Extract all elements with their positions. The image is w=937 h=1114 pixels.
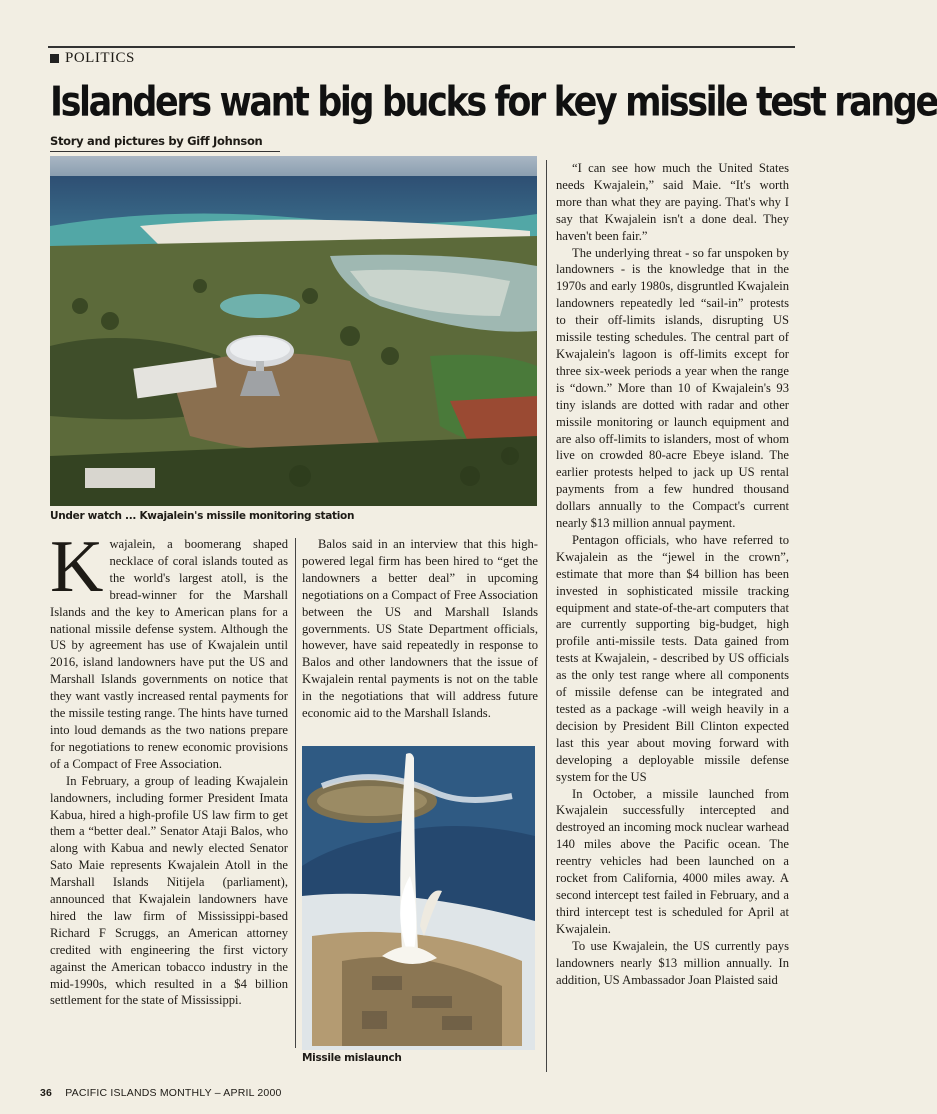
drop-cap: K bbox=[50, 526, 104, 608]
column-divider-1 bbox=[295, 538, 296, 1048]
missile-photo-caption: Missile mislaunch bbox=[302, 1052, 402, 1064]
kwajalein-aerial-photo bbox=[50, 156, 537, 506]
page-footer bbox=[40, 1087, 282, 1099]
publication-name: PACIFIC ISLANDS MONTHLY – APRIL 2000 bbox=[65, 1087, 282, 1099]
section-name: POLITICS bbox=[65, 50, 135, 66]
byline-rule bbox=[50, 151, 280, 152]
article-column-3 bbox=[556, 160, 789, 988]
article-paragraph: In October, a missile launched from Kwajalein successfully intercepted and destroyed an incoming mock nuclear warhead 140 miles above the Pacific ocean. The reentry vehicles had been launched on a rocket from California, 4000 miles away. A second intercept test failed in February, and a third intercept test is scheduled for April at Kwajalein. bbox=[556, 786, 789, 936]
article-paragraph: Pentagon officials, who have referred to Kwajalein as the “jewel in the crown”, estimate that more than $4 billion has been invested in sophisticated missile tracking equipment and state-of-the-art computers that are currently supporting big-budget, high profile anti-missile tests. Data gained from tests at Kwajalein, - described by US officials as the only test range where all components of missile defense can be integrated and tested as a package -will weigh heavily in a decision by President Bill Clinton expected last this year about moving forward with developing a deployable missile defense system for the US bbox=[556, 532, 789, 784]
column-divider-2 bbox=[546, 160, 547, 1072]
article-paragraph bbox=[50, 526, 288, 773]
page-number: 36 bbox=[40, 1087, 53, 1099]
article-paragraph: Balos said in an interview that this high-powered legal firm has been hired to “get the landowners a better deal” in upcoming negotiations on a Compact of Free Association between the US and Marshall Islands governments. US State Department officials, however, have said repeatedly in response to Balos and other landowners that the issue of Kwajalein rental payments is not on the table in the negotiations that will address future economic aid to the Marshall Islands. bbox=[302, 537, 538, 721]
missile-launch-photo bbox=[302, 746, 535, 1050]
main-photo-caption: Under watch ... Kwajalein's missile monitoring station bbox=[50, 510, 355, 522]
article-column-2 bbox=[302, 536, 538, 722]
section-square-icon bbox=[50, 54, 59, 63]
article-paragraph: To use Kwajalein, the US currently pays landowners nearly $13 million annually. In addition, US Ambassador Joan Plaisted said bbox=[556, 938, 789, 987]
article-column-1 bbox=[50, 526, 288, 1009]
top-rule bbox=[48, 46, 795, 48]
article-paragraph: The underlying threat - so far unspoken by landowners - is the knowledge that in the 1970s and early 1980s, disgruntled Kwajalein landowners repeatedly led “sail-in” protests to their off-limits islands, disrupting US missile testing schedules. The central part of Kwajalein's lagoon is off-limits except for three six-week periods a year when the range is “down.” More than 10 of Kwajalein's 93 tiny islands are dotted with radar and other missile monitoring or launch equipment and are also off-limits to islanders, most of whom live on crowded 80-acre Ebeye island. The earlier protests helped to jack up US rental payments from a few hundred thousand dollars annually to the Compact's current nearly $13 million annual payment. bbox=[556, 245, 789, 531]
missile-photo-image bbox=[302, 746, 535, 1050]
article-paragraph: In February, a group of leading Kwajalein landowners, including former President Imata Kabua, hired a high-profile US law firm to get them a “better deal.” Senator Ataji Balos, who along with Kabua and newly elected Senator Sato Maie represents Kwajalein Atoll in the Marshall Islands Nitijela (parliament), announced that Kwajalein landowners have hired the law firm of Mississippi-based Richard F Scruggs, an American attorney credited with engineering the first victory against the American tobacco industry in the mid-1990s, which resulted in a $4 billion settlement for the state of Mississippi. bbox=[50, 773, 288, 1008]
byline: Story and pictures by Giff Johnson bbox=[50, 134, 263, 148]
headline: Islanders want big bucks for key missile test range bbox=[50, 79, 937, 127]
aerial-photo-image bbox=[50, 156, 537, 506]
article-paragraph: “I can see how much the United States needs Kwajalein,” said Maie. “It's worth more than what they are paying. That's why I say that Kwajalein isn't a done deal. They haven't been fair.” bbox=[556, 161, 789, 243]
paragraph-text: wajalein, a boomerang shaped necklace of coral islands touted as the world's largest atoll, is the bread-winner for the Marshall Islands and the key to American plans for a national missile defense system. Although the US by agreement has use of Kwajalein until 2016, island landowners have put the US and Marshall Islands governments on notice that they want vastly increased rental payments for the missile testing range. The hints have turned into loud demands as the two nations prepare for negotiations to renew economic provisions of a Compact of Free Association. bbox=[50, 537, 288, 771]
section-label bbox=[50, 50, 135, 67]
